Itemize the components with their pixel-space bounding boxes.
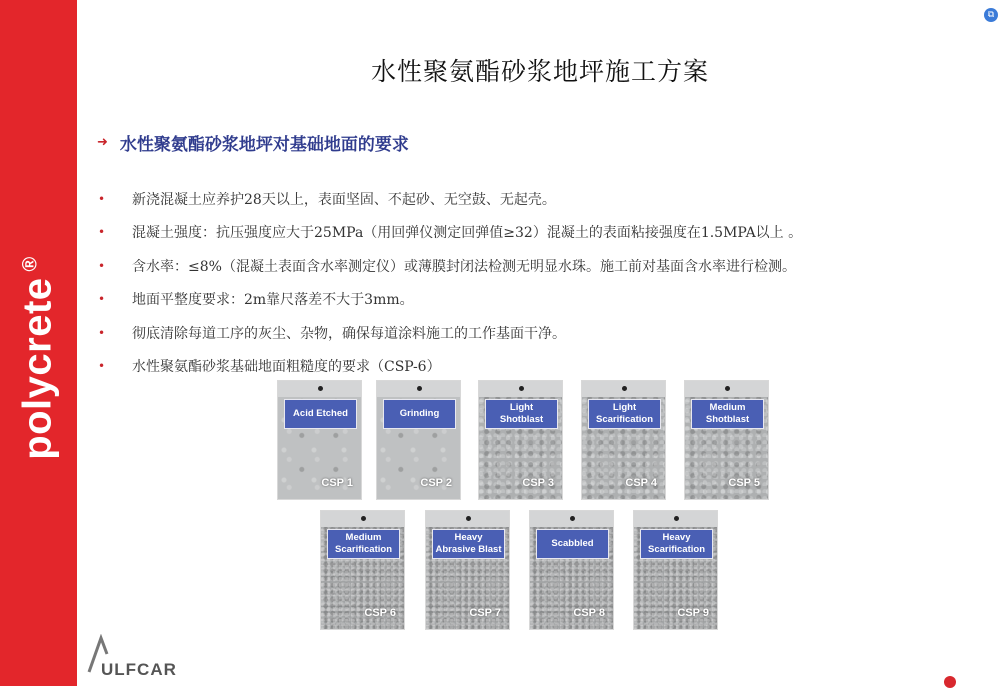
section-heading	[97, 130, 409, 155]
csp-sample	[425, 510, 510, 630]
csp-sample-code: CSP 5	[728, 477, 760, 489]
arrow-icon: ➜	[97, 135, 108, 150]
bullet-icon: •	[98, 325, 106, 340]
list-item-text: 水性聚氨酯砂浆基础地面粗糙度的要求（CSP-6）	[132, 359, 441, 376]
list-item	[98, 249, 978, 283]
csp-sample-code: CSP 2	[420, 477, 452, 489]
list-item-text: 新浇混凝土应养护28天以上，表面坚固、不起砂、无空鼓、无起壳。	[132, 191, 556, 208]
bullet-icon: •	[98, 191, 106, 206]
csp-sample-label: Heavy Abrasive Blast	[432, 529, 505, 559]
list-item-text: 彻底清除每道工序的灰尘、杂物，确保每道涂料施工的工作基面干净。	[132, 325, 566, 342]
csp-sample-label: Light Shotblast	[485, 399, 558, 429]
csp-sample	[376, 380, 461, 500]
csp-sample-label: Heavy Scarification	[640, 529, 713, 559]
csp-sample	[529, 510, 614, 630]
csp-sample-label: Acid Etched	[284, 399, 357, 429]
section-heading-text: 水性聚氨酯砂浆地坪对基础地面的要求	[119, 135, 409, 155]
list-item-text: 地面平整度要求：2m靠尺落差不大于3mm。	[132, 292, 414, 309]
list-item	[98, 216, 978, 250]
list-item	[98, 350, 978, 384]
list-item	[98, 316, 978, 350]
csp-sample	[633, 510, 718, 630]
csp-sample	[581, 380, 666, 500]
footer-logo	[83, 630, 183, 686]
brand-logo	[16, 256, 61, 460]
bullet-icon: •	[98, 225, 106, 240]
page-title: 水性聚氨酯砂浆地坪施工方案	[370, 57, 709, 86]
csp-sample	[684, 380, 769, 500]
sidebar	[0, 0, 77, 686]
csp-sample-code: CSP 6	[364, 607, 396, 619]
csp-sample-code: CSP 9	[677, 607, 709, 619]
bullet-icon: •	[98, 359, 106, 374]
csp-sample-code: CSP 7	[469, 607, 501, 619]
csp-sample-code: CSP 4	[625, 477, 657, 489]
csp-sample-code: CSP 1	[321, 477, 353, 489]
translate-icon[interactable]: ⧉	[984, 8, 998, 22]
list-item-text: 含水率：≤8%（混凝土表面含水率测定仪）或薄膜封闭法检测无明显水珠。施工前对基面含水率进行检测。	[132, 258, 796, 275]
csp-sample-label: Scabbled	[536, 529, 609, 559]
csp-sample	[478, 380, 563, 500]
red-dot-icon	[944, 676, 956, 688]
list-item	[98, 283, 978, 317]
registered-mark: ®	[19, 256, 42, 272]
csp-sample-code: CSP 8	[573, 607, 605, 619]
list-item	[98, 182, 978, 216]
footer-logo-text: ULFCAR	[101, 660, 177, 679]
bullet-icon: •	[98, 258, 106, 273]
csp-sample-label: Grinding	[383, 399, 456, 429]
csp-sample	[320, 510, 405, 630]
list-item-text: 混凝土强度：抗压强度应大于25MPa（用回弹仪测定回弹值≥32）混凝土的表面粘接强度在1.5MPA以上 。	[132, 225, 803, 242]
csp-sample-label: Light Scarification	[588, 399, 661, 429]
csp-sample	[277, 380, 362, 500]
csp-sample-label: Medium Scarification	[327, 529, 400, 559]
bullet-icon: •	[98, 292, 106, 307]
requirements-list	[98, 182, 978, 383]
csp-sample-code: CSP 3	[522, 477, 554, 489]
brand-name: polycrete	[15, 277, 60, 460]
csp-sample-label: Medium Shotblast	[691, 399, 764, 429]
